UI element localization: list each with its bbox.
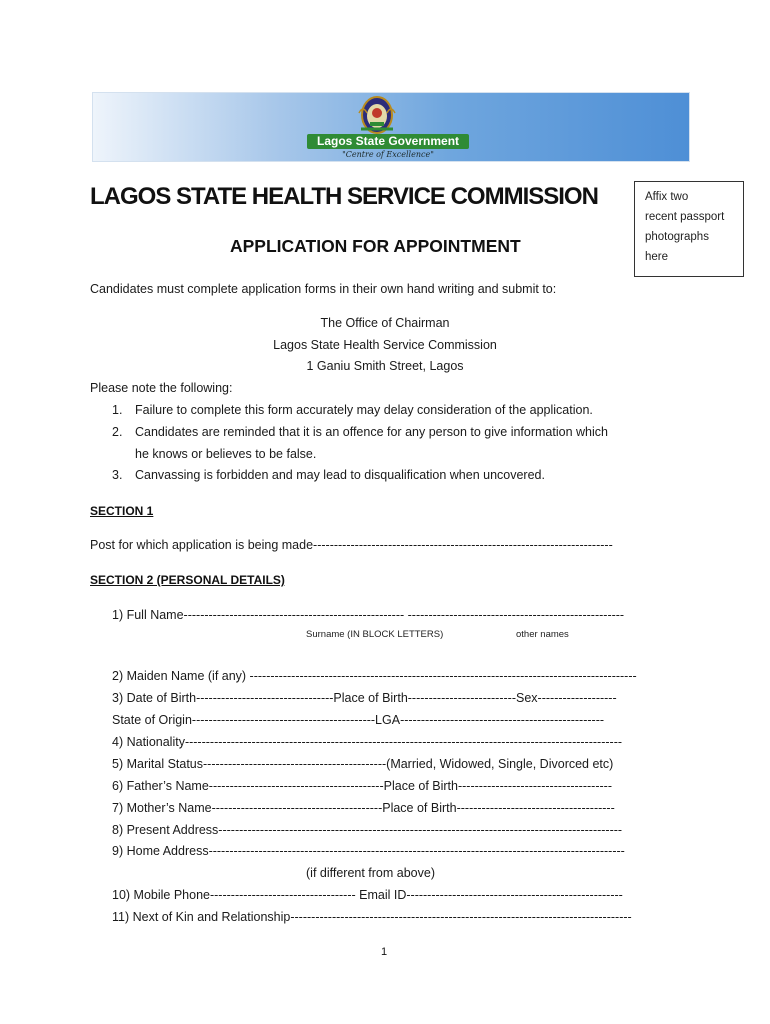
page-title: LAGOS STATE HEALTH SERVICE COMMISSION (90, 183, 598, 210)
photo-box-line: here (645, 251, 669, 263)
form-subtitle: APPLICATION FOR APPOINTMENT (230, 236, 521, 256)
marital-status-field[interactable]: 5) Marital Status--------------------------------------------(Married, Widowed, Single, Divorced etc) (112, 757, 614, 771)
surname-hint: Surname (IN BLOCK LETTERS) (306, 629, 444, 640)
home-address-field[interactable]: 9) Home Address---------------------------------------------------------------------------------------------------- (112, 844, 625, 858)
nationality-field[interactable]: 4) Nationality--------------------------------------------------------------------------------------------------------- (112, 735, 623, 749)
note-text: Canvassing is forbidden and may lead to disqualification when uncovered. (135, 468, 545, 482)
other-names-hint: other names (516, 629, 569, 640)
full-name-field[interactable]: 1) Full Name----------------------------------------------------- ---------------------------------------------------- (112, 608, 625, 622)
page-number: 1 (381, 946, 388, 958)
note-number: 3. (112, 468, 123, 482)
state-of-origin-field[interactable]: State of Origin--------------------------------------------LGA------------------------------------------------- (112, 713, 605, 727)
notes-heading: Please note the following: (90, 381, 233, 395)
note-text: he knows or believes to be false. (135, 447, 317, 461)
address-line: The Office of Chairman (320, 316, 450, 330)
present-address-field[interactable]: 8) Present Address------------------------------------------------------------------------------------------------- (112, 823, 623, 837)
address-line: Lagos State Health Service Commission (273, 338, 497, 352)
home-address-hint: (if different from above) (306, 866, 435, 880)
lagos-state-seal-icon (355, 95, 399, 135)
mothers-name-field[interactable]: 7) Mother’s Name-----------------------------------------Place of Birth-------------------------------------- (112, 801, 615, 815)
date-of-birth-field[interactable]: 3) Date of Birth---------------------------------Place of Birth--------------------------Sex------------------- (112, 691, 617, 705)
intro-text: Candidates must complete application forms in their own hand writing and submit to: (90, 282, 557, 296)
brand-motto: "Centre of Excellence" (342, 150, 434, 159)
post-applied-field[interactable]: Post for which application is being made------------------------------------------------------------------------ (90, 538, 613, 552)
next-of-kin-field[interactable]: 11) Next of Kin and Relationship---------------------------------------------------------------------------------- (112, 910, 632, 924)
passport-photo-box[interactable] (634, 181, 744, 277)
section-2-heading: SECTION 2 (PERSONAL DETAILS) (90, 573, 285, 587)
note-text: Failure to complete this form accurately may delay consideration of the application. (135, 403, 593, 417)
photo-box-line: recent passport (645, 211, 725, 223)
maiden-name-field[interactable]: 2) Maiden Name (if any) --------------------------------------------------------------------------------------------- (112, 669, 637, 683)
section-1-heading: SECTION 1 (90, 504, 154, 518)
address-line: 1 Ganiu Smith Street, Lagos (306, 359, 464, 373)
brand-name: Lagos State Government (307, 134, 469, 149)
note-text: Candidates are reminded that it is an offence for any person to give information which (135, 425, 608, 439)
header-banner (92, 92, 690, 162)
fathers-name-field[interactable]: 6) Father’s Name------------------------------------------Place of Birth------------------------------------- (112, 779, 612, 793)
mobile-email-field[interactable]: 10) Mobile Phone----------------------------------- Email ID---------------------------------------------------- (112, 888, 623, 902)
photo-box-line: photographs (645, 231, 709, 243)
photo-box-line: Affix two (645, 191, 689, 203)
note-number: 1. (112, 403, 123, 417)
note-number: 2. (112, 425, 123, 439)
